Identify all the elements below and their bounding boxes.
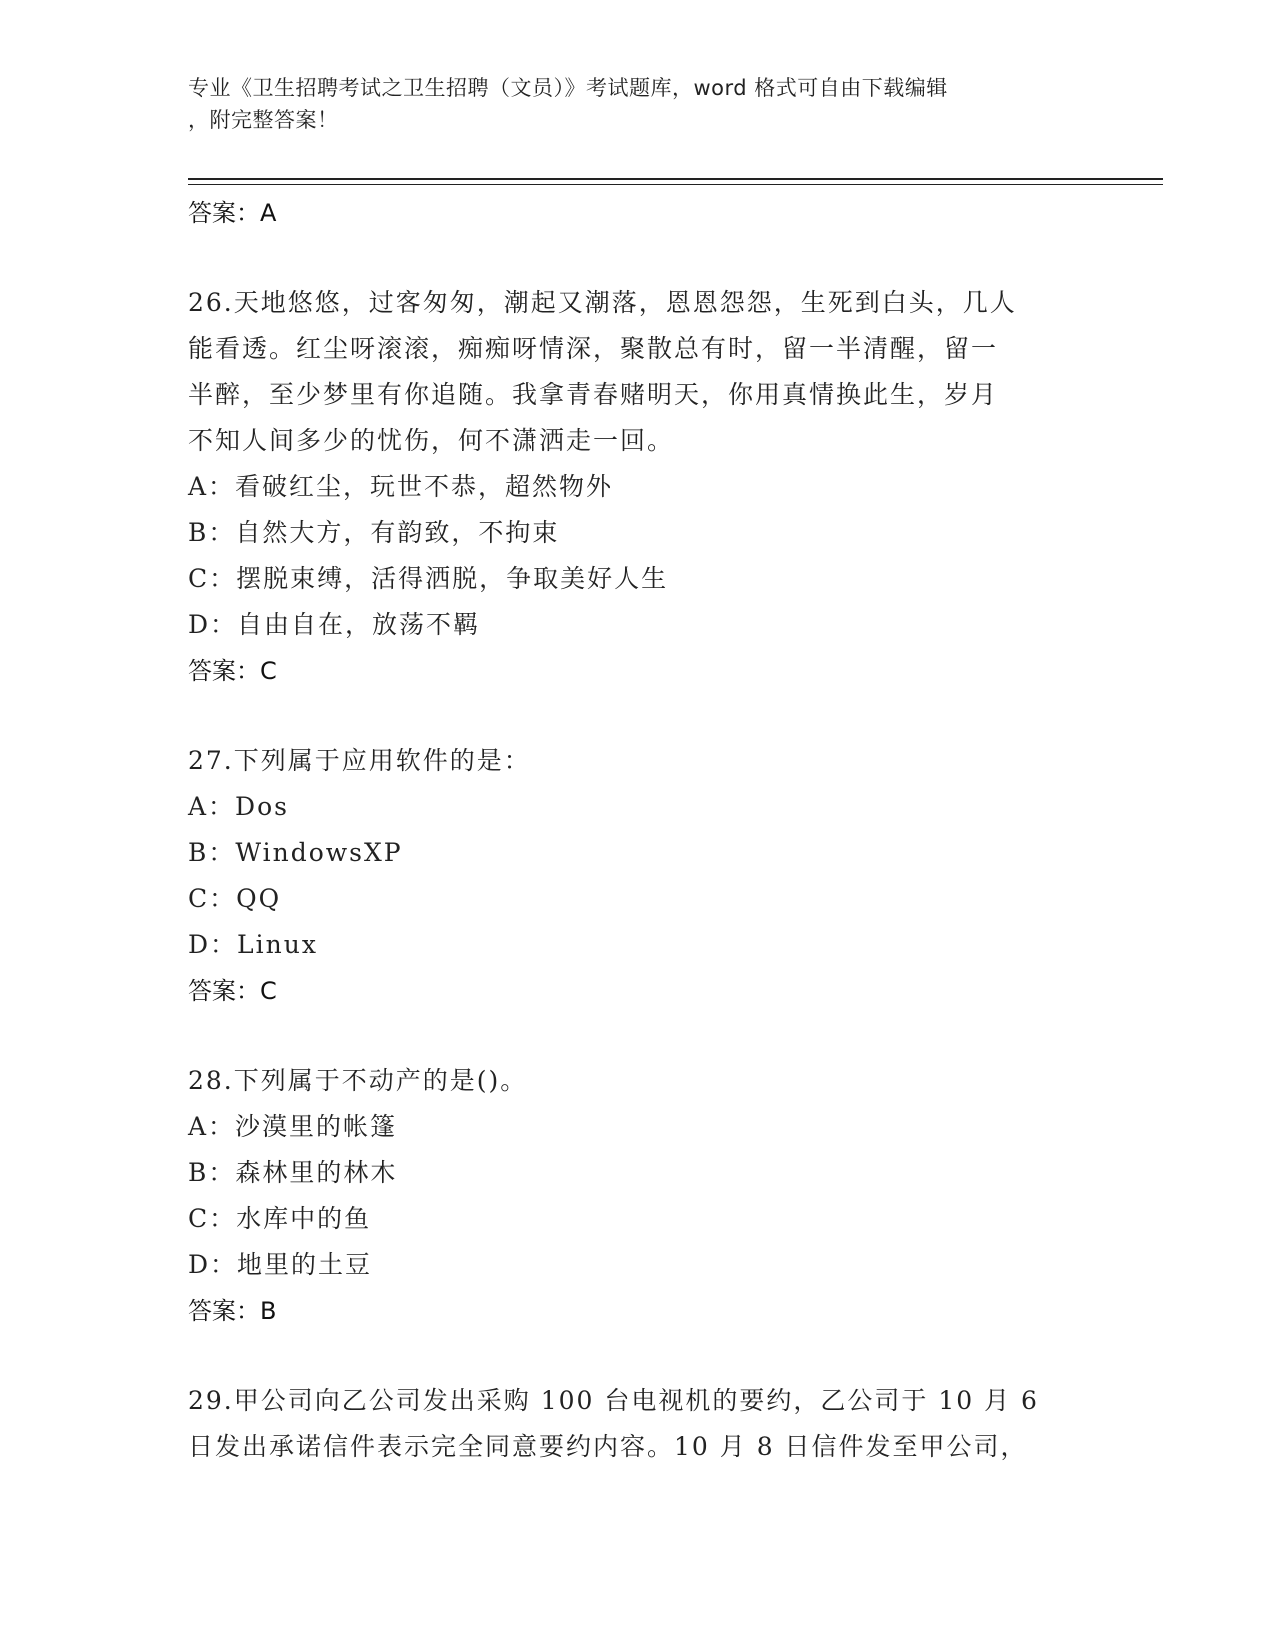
answer: 答案：C (188, 657, 277, 685)
question-26 (188, 280, 1088, 694)
option-b: B：自然大方，有韵致，不拘束 (188, 518, 560, 547)
question-text-line: 不知人间多少的忧伤，何不潇洒走一回。 (188, 426, 675, 455)
question-29 (188, 1378, 1088, 1470)
option-a: A：Dos (188, 792, 289, 821)
answer: 答案：C (188, 977, 277, 1005)
question-text-line: 26.天地悠悠，过客匆匆，潮起又潮落，恩恩怨怨，生死到白头，几人 (188, 288, 1017, 317)
option-b: B：WindowsXP (188, 838, 403, 867)
option-b: B：森林里的林木 (188, 1158, 398, 1187)
question-28 (188, 1058, 1088, 1334)
question-text-line: 半醉，至少梦里有你追随。我拿青春赌明天，你用真情换此生，岁月 (188, 380, 999, 409)
question-text-line: 28.下列属于不动产的是()。 (188, 1066, 528, 1095)
option-c: C：QQ (188, 884, 282, 913)
question-text-line: 27.下列属于应用软件的是： (188, 746, 531, 775)
option-d: D：自由自在，放荡不羁 (188, 610, 481, 639)
question-text-line: 日发出承诺信件表示完全同意要约内容。10 月 8 日信件发至甲公司， (188, 1432, 1028, 1461)
option-d: D：Linux (188, 930, 318, 959)
option-a: A：沙漠里的帐篷 (188, 1112, 398, 1141)
question-27 (188, 738, 1088, 1014)
previous-answer: 答案：A (188, 199, 277, 227)
header-divider-thick (188, 178, 1163, 180)
header-divider-thin (188, 184, 1163, 185)
option-c: C：摆脱束缚，活得洒脱，争取美好人生 (188, 564, 669, 593)
question-text-line: 29.甲公司向乙公司发出采购 100 台电视机的要约，乙公司于 10 月 6 (188, 1386, 1039, 1415)
question-text-line: 能看透。红尘呀滚滚，痴痴呀情深，聚散总有时，留一半清醒，留一 (188, 334, 999, 363)
header-line-2: ，附完整答案！ (188, 108, 339, 132)
document-header (188, 72, 1068, 136)
option-d: D：地里的土豆 (188, 1250, 373, 1279)
header-line-1: 专业《卫生招聘考试之卫生招聘（文员）》考试题库，word 格式可自由下载编辑 (188, 76, 948, 100)
option-a: A：看破红尘，玩世不恭，超然物外 (188, 472, 614, 501)
question-list (188, 190, 1088, 1470)
answer: 答案：B (188, 1297, 277, 1325)
option-c: C：水库中的鱼 (188, 1204, 372, 1233)
